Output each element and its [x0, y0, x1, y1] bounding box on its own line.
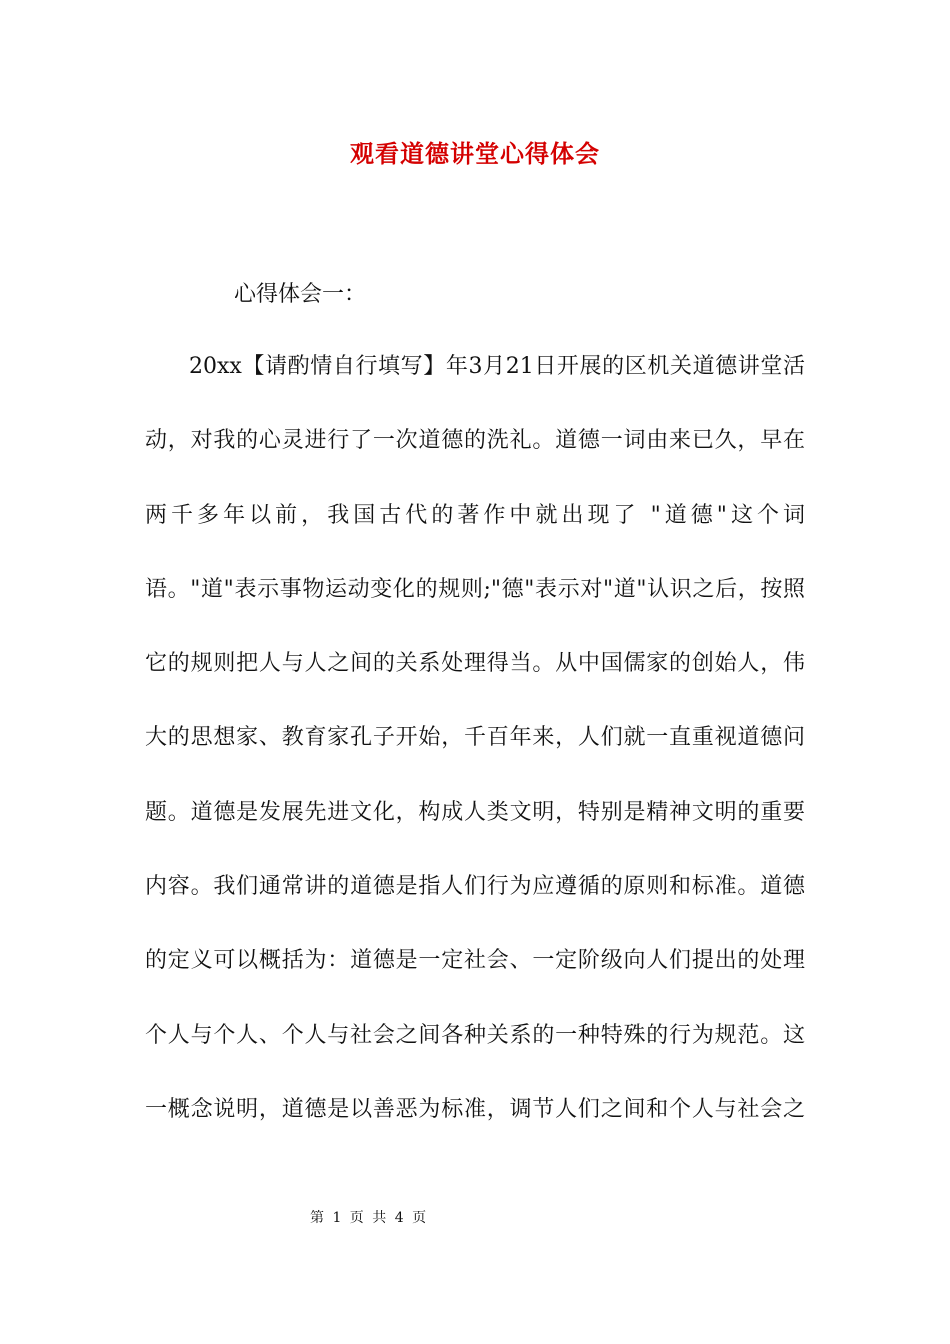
paragraph-line: 的定义可以概括为：道德是一定社会、一定阶级向人们提出的处理	[145, 948, 805, 974]
document-title: 观看道德讲堂心得体会	[350, 139, 600, 168]
paragraph-line: 个人与个人、个人与社会之间各种关系的一种特殊的行为规范。这	[145, 1022, 805, 1048]
paragraph-line: 题。道德是发展先进文化，构成人类文明，特别是精神文明的重要	[145, 799, 805, 825]
paragraph-line: 它的规则把人与人之间的关系处理得当。从中国儒家的创始人，伟	[145, 651, 805, 677]
page-number-footer: 第 1 页 共 4 页	[310, 1210, 427, 1226]
paragraph-line: 动，对我的心灵进行了一次道德的洗礼。道德一词由来已久，早在	[145, 428, 805, 454]
body-paragraph	[145, 349, 805, 1166]
paragraph-line: 内容。我们通常讲的道德是指人们行为应遵循的原则和标准。道德	[145, 874, 805, 900]
paragraph-line: 一概念说明，道德是以善恶为标准，调节人们之间和个人与社会之	[145, 1096, 805, 1122]
section-heading: 心得体会一：	[234, 282, 367, 307]
paragraph-line: 语。"道"表示事物运动变化的规则;"德"表示对"道"认识之后，按照	[145, 576, 805, 602]
paragraph-line: 20xx【请酌情自行填写】年3月21日开展的区机关道德讲堂活	[189, 354, 805, 379]
paragraph-line: 两千多年以前，我国古代的著作中就出现了 "道德"这个词	[145, 502, 805, 528]
paragraph-line: 大的思想家、教育家孔子开始，千百年来，人们就一直重视道德问	[145, 725, 805, 751]
